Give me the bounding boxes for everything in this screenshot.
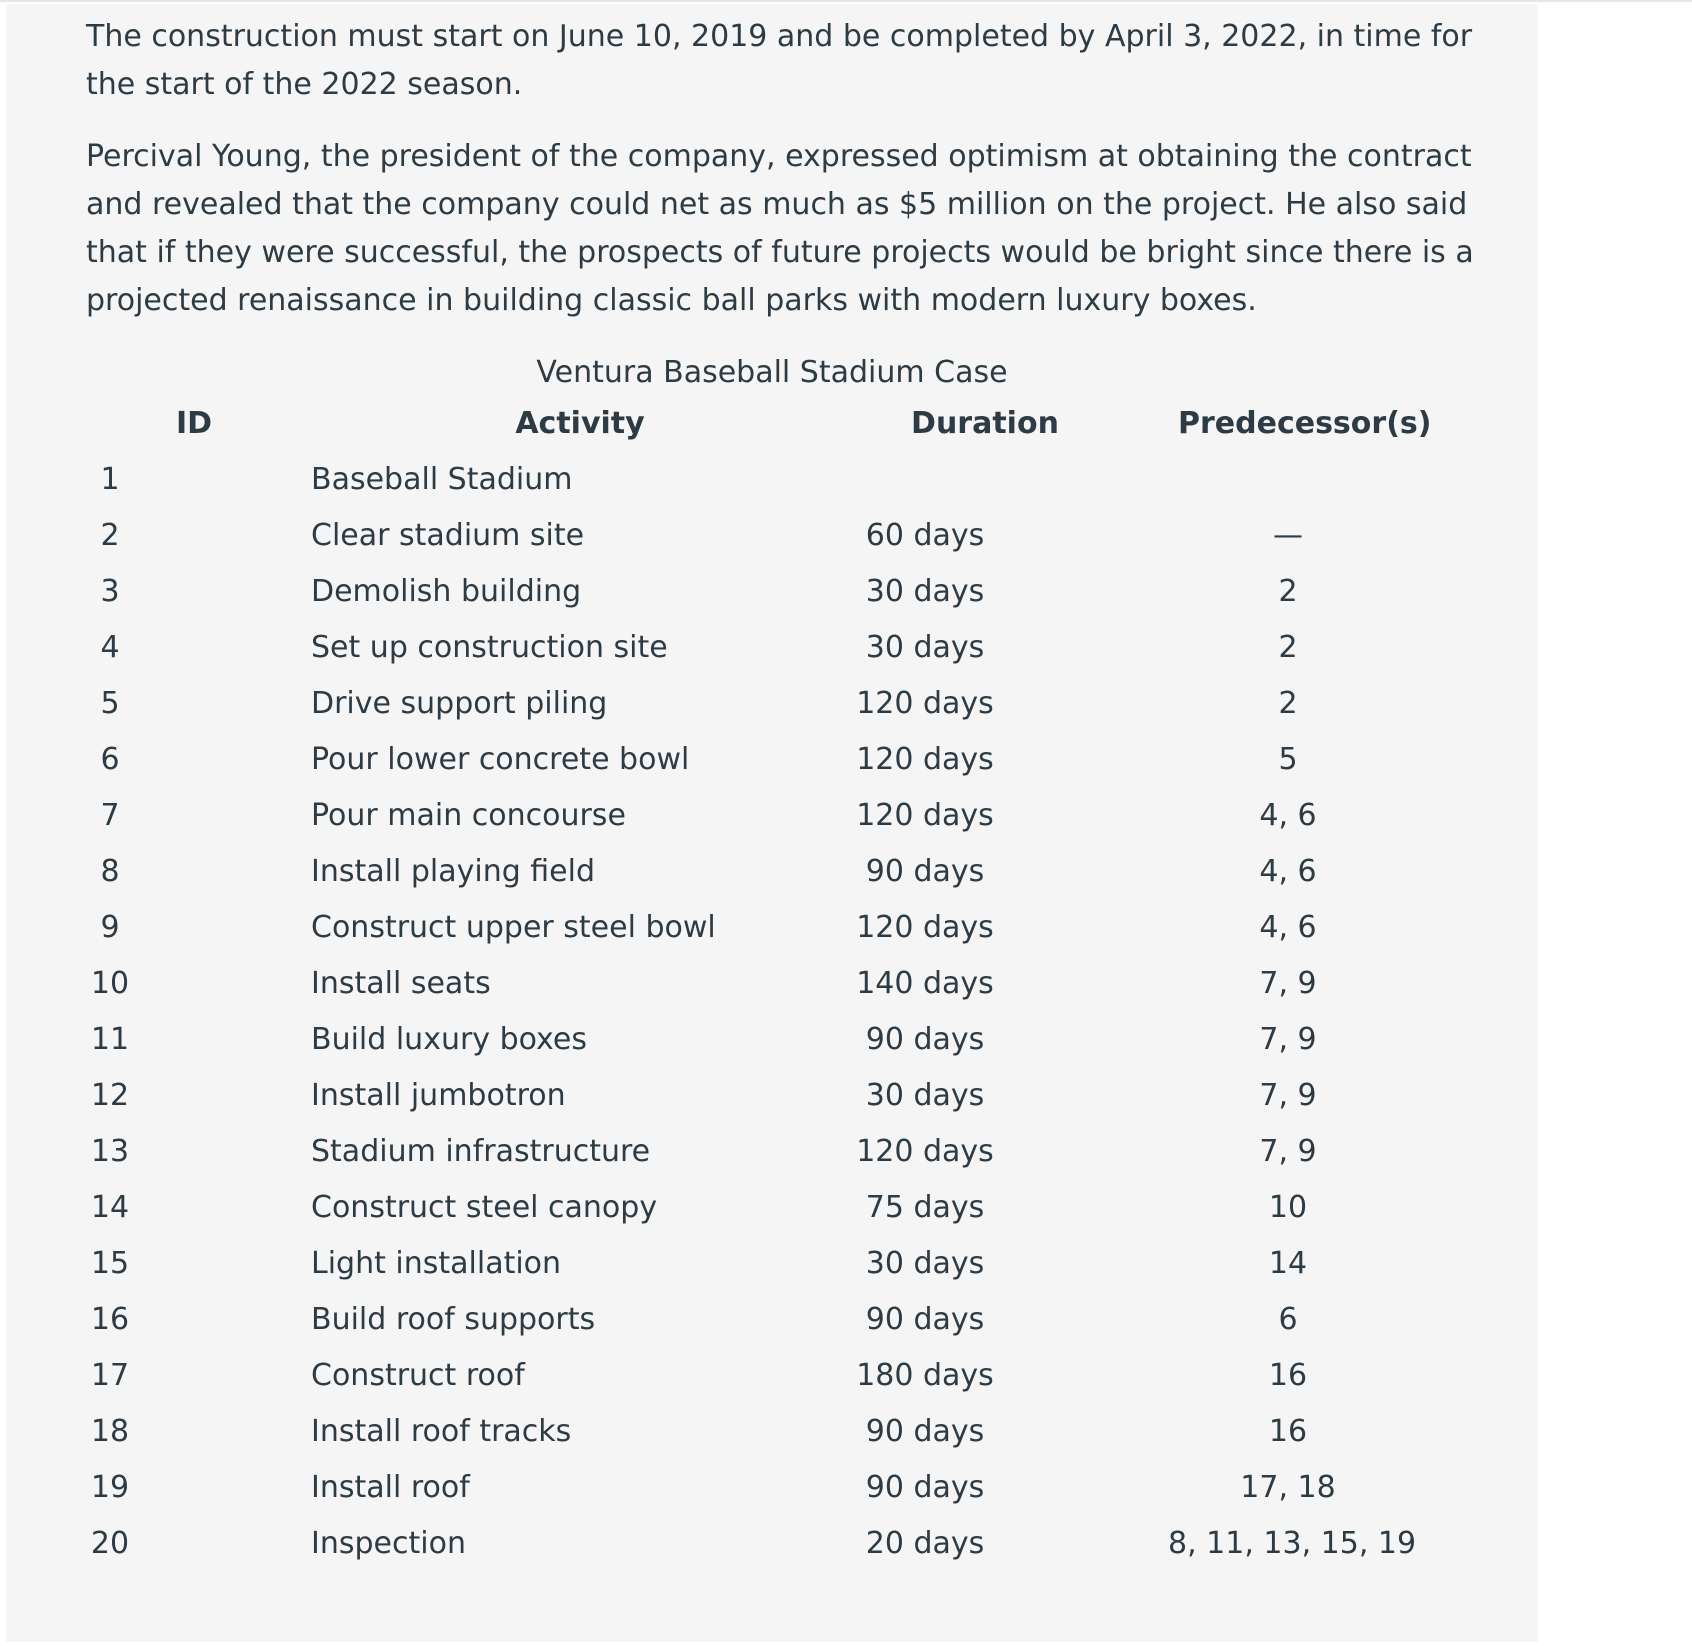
row-duration: 20 days <box>865 1526 985 1561</box>
row-id: 17 <box>90 1358 130 1393</box>
table-row <box>0 1522 1544 1578</box>
row-id: 7 <box>100 798 120 833</box>
row-id: 3 <box>100 574 120 609</box>
row-activity: Construct roof <box>311 1358 525 1393</box>
row-activity: Clear stadium site <box>311 518 585 553</box>
row-duration: 90 days <box>865 1414 985 1449</box>
row-id: 11 <box>90 1022 130 1057</box>
row-duration: 120 days <box>856 798 994 833</box>
row-predecessors: 4, 6 <box>1259 910 1317 945</box>
row-activity: Stadium infrastructure <box>311 1134 651 1169</box>
column-header-id: ID <box>175 406 213 441</box>
row-predecessors: 7, 9 <box>1259 1134 1317 1169</box>
row-id: 19 <box>90 1470 130 1505</box>
table-row <box>0 1410 1544 1466</box>
row-activity: Inspection <box>311 1526 466 1561</box>
row-predecessors: 16 <box>1268 1358 1308 1393</box>
row-id: 5 <box>100 686 120 721</box>
row-activity: Set up construction site <box>311 630 668 665</box>
row-predecessors: 7, 9 <box>1259 1078 1317 1113</box>
table-row <box>0 906 1544 962</box>
row-duration: 60 days <box>865 518 985 553</box>
row-id: 13 <box>90 1134 130 1169</box>
table-row <box>0 1298 1544 1354</box>
row-activity: Construct upper steel bowl <box>311 910 716 945</box>
row-duration: 90 days <box>865 1470 985 1505</box>
row-predecessors: 4, 6 <box>1259 798 1317 833</box>
table-row <box>0 1018 1544 1074</box>
row-predecessors: 10 <box>1268 1190 1308 1225</box>
table-row <box>0 1074 1544 1130</box>
row-activity: Pour main concourse <box>311 798 626 833</box>
table-row <box>0 1186 1544 1242</box>
intro-paragraph-2: Percival Young, the president of the company, expressed optimism at obtaining the contract and revealed that the company could net as much as $5 million on the project. He also said that if they were successful, the prospects of future projects would be bright since there is a projected renaissance in building classic ball parks with modern luxury boxes. <box>86 139 1474 318</box>
row-duration: 120 days <box>856 742 994 777</box>
row-duration: 120 days <box>856 1134 994 1169</box>
table-row <box>0 738 1544 794</box>
row-activity: Install roof <box>311 1470 470 1505</box>
table-row <box>0 626 1544 682</box>
row-duration: 30 days <box>865 1078 985 1113</box>
row-duration: 90 days <box>865 854 985 889</box>
row-predecessors: 17, 18 <box>1240 1470 1336 1505</box>
row-activity: Install roof tracks <box>311 1414 572 1449</box>
row-id: 1 <box>100 462 120 497</box>
row-activity: Build roof supports <box>311 1302 596 1337</box>
row-duration: 120 days <box>856 686 994 721</box>
row-predecessors: 16 <box>1268 1414 1308 1449</box>
table-row <box>0 1242 1544 1298</box>
row-duration: 90 days <box>865 1022 985 1057</box>
row-activity: Install seats <box>311 966 491 1001</box>
row-duration: 90 days <box>865 1302 985 1337</box>
table-row <box>0 1130 1544 1186</box>
row-activity: Pour lower concrete bowl <box>311 742 690 777</box>
table-row <box>0 570 1544 626</box>
column-header-duration: Duration <box>911 406 1059 441</box>
row-predecessors: — <box>1273 518 1303 553</box>
row-id: 6 <box>100 742 120 777</box>
row-activity: Demolish building <box>311 574 582 609</box>
row-duration: 30 days <box>865 630 985 665</box>
row-predecessors: 5 <box>1278 742 1298 777</box>
row-activity: Baseball Stadium <box>311 462 573 497</box>
row-duration: 30 days <box>865 1246 985 1281</box>
row-id: 4 <box>100 630 120 665</box>
row-id: 16 <box>90 1302 130 1337</box>
row-id: 12 <box>90 1078 130 1113</box>
top-divider <box>0 0 1692 2</box>
row-duration: 140 days <box>856 966 994 1001</box>
row-id: 20 <box>90 1526 130 1561</box>
row-predecessors: 6 <box>1278 1302 1298 1337</box>
row-predecessors: 7, 9 <box>1259 1022 1317 1057</box>
table-row <box>0 1354 1544 1410</box>
row-activity: Install jumbotron <box>311 1078 566 1113</box>
row-activity: Construct steel canopy <box>311 1190 658 1225</box>
row-activity: Light installation <box>311 1246 562 1281</box>
table-row <box>0 682 1544 738</box>
table-row <box>0 850 1544 906</box>
row-id: 9 <box>100 910 120 945</box>
row-predecessors: 2 <box>1278 630 1298 665</box>
row-id: 8 <box>100 854 120 889</box>
column-header-activity: Activity <box>515 406 645 441</box>
intro-paragraph-1: The construction must start on June 10, 2019 and be completed by April 3, 2022, in time for the start of the 2022 season. <box>86 19 1473 102</box>
row-activity: Build luxury boxes <box>311 1022 587 1057</box>
row-duration: 120 days <box>856 910 994 945</box>
row-duration: 30 days <box>865 574 985 609</box>
row-duration: 180 days <box>856 1358 994 1393</box>
row-predecessors: 2 <box>1278 574 1298 609</box>
row-id: 18 <box>90 1414 130 1449</box>
table-row <box>0 962 1544 1018</box>
row-predecessors: 7, 9 <box>1259 966 1317 1001</box>
table-row <box>0 458 1544 514</box>
row-id: 15 <box>90 1246 130 1281</box>
table-row <box>0 1466 1544 1522</box>
row-predecessors: 4, 6 <box>1259 854 1317 889</box>
table-row <box>0 514 1544 570</box>
column-header-predecessors: Predecessor(s) <box>1178 406 1432 441</box>
table-row <box>0 794 1544 850</box>
row-predecessors: 2 <box>1278 686 1298 721</box>
row-id: 2 <box>100 518 120 553</box>
row-duration: 75 days <box>865 1190 985 1225</box>
row-id: 14 <box>90 1190 130 1225</box>
row-predecessors: 8, 11, 13, 15, 19 <box>1168 1526 1417 1561</box>
activity-table <box>0 458 1544 1578</box>
row-predecessors: 14 <box>1268 1246 1308 1281</box>
row-activity: Drive support piling <box>311 686 608 721</box>
row-activity: Install playing field <box>311 854 596 889</box>
row-id: 10 <box>90 966 130 1001</box>
table-caption: Ventura Baseball Stadium Case <box>536 355 1008 390</box>
